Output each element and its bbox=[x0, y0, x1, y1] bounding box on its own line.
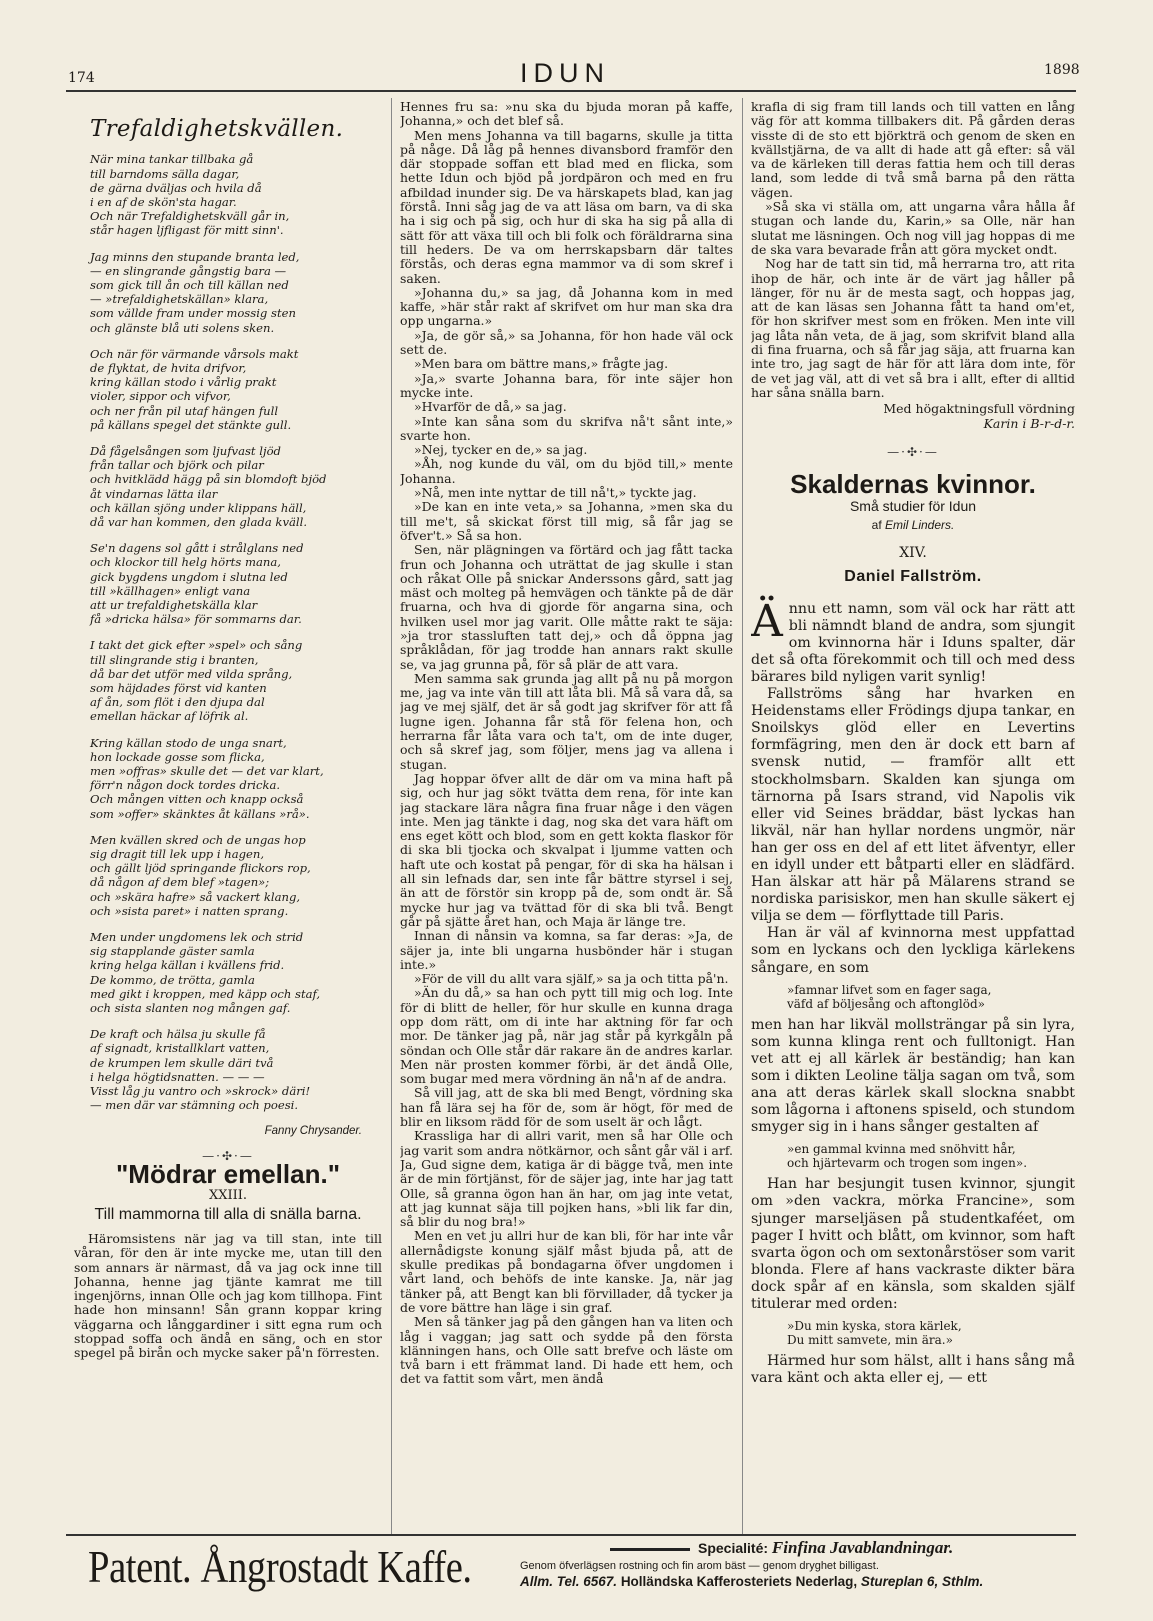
quote bbox=[787, 1142, 1075, 1170]
poem-line: Och mången vitten och knapp också bbox=[90, 792, 304, 807]
quote-line: och hjärtevarm och trogen som ingen». bbox=[787, 1156, 1028, 1171]
skaldernas-subtitle: Små studier för Idun bbox=[849, 498, 977, 515]
skaldernas-title: Skaldernas kvinnor. bbox=[790, 469, 1036, 500]
paragraph: »Nej, tycker en de,» sa jag. bbox=[414, 442, 588, 458]
paragraph: »Men bara om bättre mans,» frågte jag. bbox=[414, 356, 669, 372]
poem-line: Se'n dagens sol gått i strålglans ned bbox=[90, 541, 304, 556]
poem-line: som »offer» skänktes åt källans »rå». bbox=[90, 806, 310, 821]
poem-line: de krumpen lem skulle däri två bbox=[90, 1055, 274, 1070]
poem-line: till barndoms sälla dagar, bbox=[90, 166, 240, 181]
poem-line: I takt det gick efter »spel» och sång bbox=[90, 638, 303, 653]
poem-line: kring källan stodo i vårlig prakt bbox=[90, 375, 277, 390]
poem-line: och källan sjöng under klippans häll, bbox=[90, 500, 307, 515]
paragraph: »De kan en inte veta,» sa Johanna, »men ska du till me't, så skickat först till mig, så får jag se öfver't.» Så sa hon. bbox=[400, 499, 733, 543]
poem-line: hon lockade gosse som flicka, bbox=[90, 749, 265, 764]
paragraph: Han har besjungit tusen kvinnor, sjungit om »den vackra, mörka Francine», som sjunger marseljäsen på studentkaféet, om pager I hvitt och blått, om kvinnor, som haft svarta ögon och om sextonårstöser som varit blonda. Flere af hans vackraste dikter bära dock spår af en känsla, som skalden själf titulerar med orden: bbox=[751, 1176, 1075, 1312]
paragraph: Häromsistens när jag va till stan, inte till våran, för den är inte mycke me, utan till den som annars är närmast, då va jag ock inne till Johanna, henne jag tjänte kamrat me till ingenjörns, innan Olle och jag kom tillhopa. Fint hade hon minsann! Sån grann koppar kring väggarna och långgardiner i sitt egna rum och stoppad soffa och ändå en säng, och en stor spegel på birån och mycke saker på'n förresten. bbox=[74, 1230, 382, 1361]
poem-stanza bbox=[90, 250, 382, 335]
paragraph: Så vill jag, att de ska bli med Bengt, vördning ska han få lära sej ha för de, som är högt, för med de blir en liksom rädd för de som uselt är och lågt. bbox=[400, 1085, 733, 1130]
poem-line: står hagen ljfligast för mitt sinn'. bbox=[90, 223, 284, 238]
poem-body bbox=[74, 152, 382, 1112]
paragraph: »Ja,» svarte Johanna bara, för inte säjer hon mycke inte. bbox=[400, 370, 733, 400]
poem-line: — »trefaldighetskällan» klara, bbox=[90, 292, 269, 307]
quote-line: »en gammal kvinna med snöhvitt hår, bbox=[787, 1142, 1016, 1157]
poem-line: Kring källan stodo de unga snart, bbox=[90, 735, 287, 750]
poem-line: kring helga källan i kvällens frid. bbox=[90, 958, 285, 973]
paragraph: Men en vet ju allri hur de kan bli, för har inte vår allernådigste konung själf måst bjuda på, att de skulle predikas på bondagarna öfver ungdomen i vårt land, och behöfs de inte kanske. Ja, när jag tänker på, att Bengt kan bli förvillader, då tycker ja de vore bättre han läge i sin graf. bbox=[400, 1228, 733, 1315]
poem-line: att ur trefaldighetskälla klar bbox=[90, 597, 258, 612]
poem-line: och ner från pil utaf hängen full bbox=[90, 403, 279, 418]
poem-line: och »sista paret» i natten sprang. bbox=[90, 903, 289, 918]
poem-line: af signadt, kristallklart vatten, bbox=[90, 1041, 270, 1056]
poem-line: de gärna dväljas och hvila då bbox=[90, 180, 262, 195]
poem-line: Men under ungdomens lek och strid bbox=[90, 930, 304, 945]
paragraph: Innan di nånsin va komna, sa far deras: »Ja, de säjer ja, inte bli ungarna husbönder här i stugan inte.» bbox=[400, 928, 733, 972]
paragraph: Jag hoppar öfver allt de där om va mina haft på sig, och hur jag sökt tvätta dem rena, för inte kan jag stackare lära några fina fruar någe i den vägen inte. Men jag tänkte i dag, nog ska det vara häft om ens eget kött och blod, som en gett kokta flaskor för di ska bli tjocka och skvalpat i ljumme vatten och haft ute och kostat på pengar, för di ska ha hälsan i all sin lefnads dar, sen inte får bättre styrsel i sej, än att de förstör sin kropp på de, som ondt är. Så mycke hur jag va tvättad för di ska bli två. Bengt går på sjätte året han, och Maja är länge tre. bbox=[400, 770, 733, 929]
poem-line: som gick till ån och till källan ned bbox=[90, 277, 289, 292]
poem-line: få »dricka hälsa» för sommarns dar. bbox=[90, 612, 302, 627]
advert-company: Holländska Kafferosteriets Nederlag, bbox=[620, 1574, 858, 1589]
poem-line: då var han kommen, den glada kväll. bbox=[90, 514, 308, 529]
poem-line: åt vindarnas lätta ilar bbox=[90, 486, 218, 501]
poem-author: Fanny Chrysander. bbox=[264, 1125, 362, 1138]
poem-line: sig dragit till lek upp i hagen, bbox=[90, 847, 265, 862]
paragraph: Hennes fru sa: »nu ska du bjuda moran på kaffe, Johanna,» och det blef så. bbox=[400, 100, 733, 129]
poem-line: och gällt ljöd springande flickors rop, bbox=[90, 861, 311, 876]
poem-stanza bbox=[90, 833, 382, 918]
poem-line: Men kvällen skred och de ungas hop bbox=[90, 832, 306, 847]
poem-line: och hvitklädd hägg på sin blomdoft bjöd bbox=[90, 472, 327, 487]
advert-company-line bbox=[520, 1574, 1075, 1589]
poem-line: Och när för värmande vårsols makt bbox=[90, 346, 299, 361]
quote-line: »Du min kyska, stora kärlek, bbox=[787, 1319, 962, 1334]
poem-line: som vällde fram under mossig sten bbox=[90, 306, 296, 321]
quote bbox=[787, 983, 1075, 1011]
paragraph: Härmed hur som hälst, allt i hans sång må vara känt och akta eller ej, — ett bbox=[751, 1353, 1075, 1387]
poem-line: från tallar och björk och pilar bbox=[90, 458, 264, 473]
section-ornament: —·✣·— bbox=[887, 444, 939, 459]
poem-line: De kraft och hälsa ju skulle få bbox=[90, 1027, 266, 1042]
poem-line: förr'n någon dock tordes dricka. bbox=[90, 778, 281, 793]
poem-line: som häjdades först vid kanten bbox=[90, 681, 267, 695]
column-3 bbox=[751, 100, 1075, 1532]
specialite-text: Finfina Javablandningar. bbox=[771, 1538, 954, 1557]
poem-line: då bar det utför med vilda språng, bbox=[90, 666, 293, 681]
poem-stanza bbox=[90, 1027, 382, 1112]
paragraph: »Johanna du,» sa jag, då Johanna kom in med kaffe, »här står rakt af skrifvet om hur man ska dra opp ungarna.» bbox=[400, 284, 733, 329]
poem-line: men »offras» skulle det — det var klart, bbox=[90, 764, 324, 779]
paragraph: nnu ett namn, som väl ock har rätt att bli nämndt bland de andra, som sjungit om kvinnorna här i Iduns spalter, där det så ofta förekommit och till och med dess bärares bild nyligen varit synlig! bbox=[751, 600, 1075, 685]
poem-line: violer, sippor och vifvor, bbox=[90, 389, 231, 404]
skaldernas-poet: Daniel Fallström. bbox=[844, 568, 982, 586]
advert-bar bbox=[610, 1548, 690, 1551]
poem-line: på källans spegel det stänkte gull. bbox=[90, 417, 292, 432]
advert-rule bbox=[66, 1534, 1076, 1536]
poem-line: gick bygdens ungdom i slutna led bbox=[90, 569, 288, 584]
paragraph: »Åh, nog kunde du väl, om du bjöd till,» mente Johanna. bbox=[400, 456, 733, 486]
byline-prefix: af bbox=[871, 517, 882, 532]
paragraph: Sen, när plägningen va förtärd och jag fått tacka frun och Johanna och uträttat de jag skulle i stan och råkat Olle på snickar Anderssons gård, satt jag mäst och molteg på hemvägen och tänkte på de där fruarna, och hva di gjorde för angarna sina, och hvilken usel mor jag varit. Olle måtte rakt te säja: »ja tror stassluften tatt dej,» och då öppna jag språklådan, för jag trodde han annars rakt skulle se, va jag grunna på, för så plär de att vara. bbox=[400, 542, 733, 672]
poem-line: till slingrande stig i branten, bbox=[90, 652, 259, 667]
poem-line: Visst låg ju vantro och »skrock» däri! bbox=[90, 1084, 311, 1099]
column-divider bbox=[742, 98, 743, 1534]
poem-line: till »källhagen» enligt vana bbox=[90, 583, 251, 598]
poem-line: då någon af dem blef »tagen»; bbox=[90, 875, 270, 890]
modrar-body-part-1 bbox=[74, 1232, 382, 1361]
magazine-title: IDUN bbox=[520, 58, 610, 88]
modrar-body-part-3 bbox=[751, 100, 1075, 400]
poem-stanza bbox=[90, 930, 382, 1015]
poem-line: i helga högtidsnatten. — — — bbox=[90, 1069, 265, 1084]
page-number: 174 bbox=[68, 70, 95, 86]
poem-stanza bbox=[90, 736, 382, 821]
section-ornament: —·✣·— bbox=[202, 1148, 254, 1163]
paragraph: Men så tänker jag på den gången han va liten och låg i vaggan; jag satt och sydde på den första klänningen hans, och Olle satt brefve och läste om två barn i ett främmat land. Di hade ett hem, och det va fattit som vårt, men ändå bbox=[400, 1314, 733, 1387]
poem-line: sig stapplande gäster samla bbox=[90, 944, 255, 959]
skaldernas-number: XIV. bbox=[899, 545, 927, 562]
poem-title: Trefaldighetskvällen. bbox=[90, 116, 344, 142]
letter-signature: Karin i B-r-d-r. bbox=[983, 415, 1075, 431]
quote-line: »famnar lifvet som en fager saga, bbox=[787, 982, 992, 997]
paragraph: »Nå, men inte nyttar de till nå't,» tyckte jag. bbox=[414, 485, 697, 501]
poem-stanza bbox=[90, 347, 382, 432]
issue-year: 1898 bbox=[1044, 62, 1080, 78]
modrar-subtitle: Till mammorna till alla di snälla barna. bbox=[94, 1205, 362, 1223]
advert-phone: Allm. Tel. 6567. bbox=[520, 1574, 618, 1589]
advert-specialite bbox=[610, 1538, 1075, 1558]
advert-details bbox=[520, 1538, 1075, 1589]
column-divider bbox=[391, 98, 392, 1534]
poem-line: Jag minns den stupande branta led, bbox=[90, 249, 300, 264]
modrar-body-part-2 bbox=[400, 100, 733, 1387]
poem-line: med gikt i kroppen, med käpp och staf, bbox=[90, 986, 321, 1001]
paragraph: »Så ska vi ställa om, att ungarna våra hålla åf stugan och lande du, Karin,» sa Olle, när han slutat me läsningen. Och nog vill jag hoppas di me de ska vara bevarade från att göra mycket ondt. bbox=[751, 199, 1075, 257]
paragraph: men han har likväl mollsträngar på sin lyra, som kunna klinga rent och fulltonigt. Han vet att ej all kärlek är beständig; han kan som i dikten Leoline tälja sagan om två, som ana att deras kärlek skall slockna snabbt som lågorna i aftonens spiseld, och stundom smyger sig in i hans sånger gestalten af bbox=[751, 1016, 1075, 1136]
poem-line: i en af de skön'sta hagar. bbox=[90, 194, 237, 209]
paragraph: »Hvarför de då,» sa jag. bbox=[414, 399, 567, 415]
paragraph: »Ja, de gör så,» sa Johanna, för hon hade väl ock sett de. bbox=[400, 327, 733, 358]
quote bbox=[787, 1319, 1075, 1347]
poem-line: Då fågelsången som ljufvast ljöd bbox=[90, 443, 281, 458]
poem-stanza bbox=[90, 541, 382, 626]
poem-line: — en slingrande gångstig bara — bbox=[90, 263, 287, 278]
quote-line: väfd af böljesång och aftonglöd» bbox=[787, 996, 986, 1011]
skaldernas-byline bbox=[751, 518, 1075, 532]
poem-line: och sista slanten nog mången gaf. bbox=[90, 1001, 291, 1016]
skaldernas-body bbox=[751, 595, 1075, 1388]
modrar-title: "Mödrar emellan." bbox=[115, 1159, 341, 1190]
letter-closing: Med högaktningsfull vördning bbox=[883, 401, 1075, 417]
paragraph: »Inte kan såna som du skrifva nå't sånt inte,» svarte hon. bbox=[400, 413, 733, 443]
poem-line: När mina tankar tillbaka gå bbox=[90, 152, 254, 167]
paragraph: »För de vill du allt vara själf,» sa ja och titta på'n. bbox=[414, 971, 729, 987]
specialite-label: Specialité: bbox=[698, 1540, 769, 1556]
advert-address: Stureplan 6, Sthlm. bbox=[860, 1574, 984, 1589]
modrar-number: XXIII. bbox=[208, 1188, 248, 1204]
poem-stanza bbox=[90, 152, 382, 237]
poem-line: och klockor till helg hörts mana, bbox=[90, 555, 281, 570]
paragraph: Han är väl af kvinnorna mest uppfattad som en lyckans och den lyckliga kärlekens sångare, en som bbox=[751, 925, 1075, 976]
poem-line: emellan häckar af löfrik al. bbox=[90, 709, 249, 724]
quote-line: Du mitt samvete, min ära.» bbox=[787, 1333, 953, 1348]
poem-stanza bbox=[90, 638, 382, 723]
paragraph: Krassliga har di allri varit, men så har Olle och jag varit som andra nötkärnor, och sånt går väl i arf. Ja, Gud signe dem, katiga är di bägge två, men inte är de min förtjänst, för de säjer jag, inte har jag tatt Olle, så granna ögon han än har, om jag inte vetat, att jag kunnat säja till pojken hans, »bli lik far din, så blir du nog bra!» bbox=[400, 1128, 733, 1230]
poem-line: af ån, som flöt i den djupa dal bbox=[90, 695, 265, 710]
column-2 bbox=[400, 100, 733, 1532]
poem-stanza bbox=[90, 444, 382, 529]
poem-line: och glänste blå uti solens sken. bbox=[90, 320, 275, 335]
drop-cap: Ä bbox=[751, 595, 783, 647]
poem-line: De kommo, de trötta, gamla bbox=[90, 972, 255, 987]
paragraph: Men samma sak grunda jag allt på nu på morgon me, jag va inte vän till att låta bli. Må så vara då, sa jag ve mej själf, det är så godt jag skrifver för att få lugne igen. Johanna får stå för felena hon, och herrarna får låta vara och ta't, om de inte duger, och så skref jag, som följer, mens jag va allena i stugan. bbox=[400, 670, 733, 772]
header-rule bbox=[66, 90, 1076, 92]
paragraph: »Än du då,» sa han och pytt till mig och log. Inte för di blitt de heller, för hur skulle en kunna draga opp dom rätt, om di inte har aktning för far och mor. De tänker jag på, när jag står på kyrkgåln på söndan och Olle står där rakare än de andres karlar. Men när prosten kommer förbi, är det ändå Olle, som bugar med mera vördning än nå'n af de andra. bbox=[400, 985, 733, 1087]
paragraph: Fallströms sång har hvarken en Heidenstams eller Frödings djupa tankar, en Snoilskys glöd eller en Levertins formfägring, men den är dock ett barn af svensk nutid, — framför allt ett stockholmsbarn. Skalden kan sjunga om tärnorna på Isars strand, vid Napolis vik eller vid Seines bräddar, bäst lyckas han likväl, när han hyllar nordens ungmör, när han ger oss en del af ett litet äfventyr, eller en idyll under ett båtparti eller en slädfärd. Han älskar att här på Mälarens strand se nordiska parisiskor, men han skulle säkert ej vilja se dem — förflyttade till Paris. bbox=[751, 686, 1075, 925]
skaldernas-author: Emil Linders. bbox=[885, 517, 955, 532]
paragraph: krafla di sig fram till lands och till vatten en lång väg för att komma tillbakers dit. På gården deras visste di de sto ett björkträ och genom de sken en kvällstjärna, de va allt di hade att gå efter: så väl va de kärleken till deras fattia hem och till deras land, som ledde di två små barna på den rätta vägen. bbox=[751, 100, 1075, 200]
advert-tagline: Genom öfverlägsen rostning och fin arom bäst — genom dryghet billigast. bbox=[520, 1560, 879, 1572]
paragraph: Men mens Johanna va till bagarns, skulle ja titta på någe. Då låg på hennes divansbord framför den där stoppade soffan ett blad med en flicka, som hette Idun och bjöd på jordpäron och med en fru afbildad inunder sig. De va härskapets blad, kan jag förstå. Inni såg jag de va att läsa om barn, va di ska ha i sig och på sig, och hur di ska ha sig på alla di sätt för att växa till och bli folk och föräldrarna sina till heders. De va om herrskapsbarn där taltes förstås, och deras egna mammor va di som skref i saken. bbox=[400, 127, 733, 286]
advert-headline: Patent. Ångrostadt Kaffe. bbox=[88, 1541, 472, 1592]
poem-line: och »skära hafre» så vackert klang, bbox=[90, 889, 301, 904]
column-1 bbox=[74, 100, 382, 1532]
poem-line: — men där var stämning och poesi. bbox=[90, 1098, 299, 1113]
paragraph: Nog har de tatt sin tid, må herrarna tro, att rita ihop de här, och inte är de värt jag håller på länger, för nu är de mesta sagt, och hoppas jag, att de kan läsas sen Johanna fått ta hand om'et, för hon skrifver mest som en fröken. Men inte vill jag låta nån veta, de ä jag, som skrifvit bland alla di fina fruarna, och så får jag säja, att fruarna kan inte tro, jag sagt de här för att lära dom inte, för de vet jag väl, att di vet så bra i allt, efter di alltid har såna snälla barn. bbox=[751, 256, 1075, 400]
poem-line: Och när Trefaldighetskväll går in, bbox=[90, 209, 290, 224]
poem-line: de flyktat, de hvita drifvor, bbox=[90, 360, 247, 375]
